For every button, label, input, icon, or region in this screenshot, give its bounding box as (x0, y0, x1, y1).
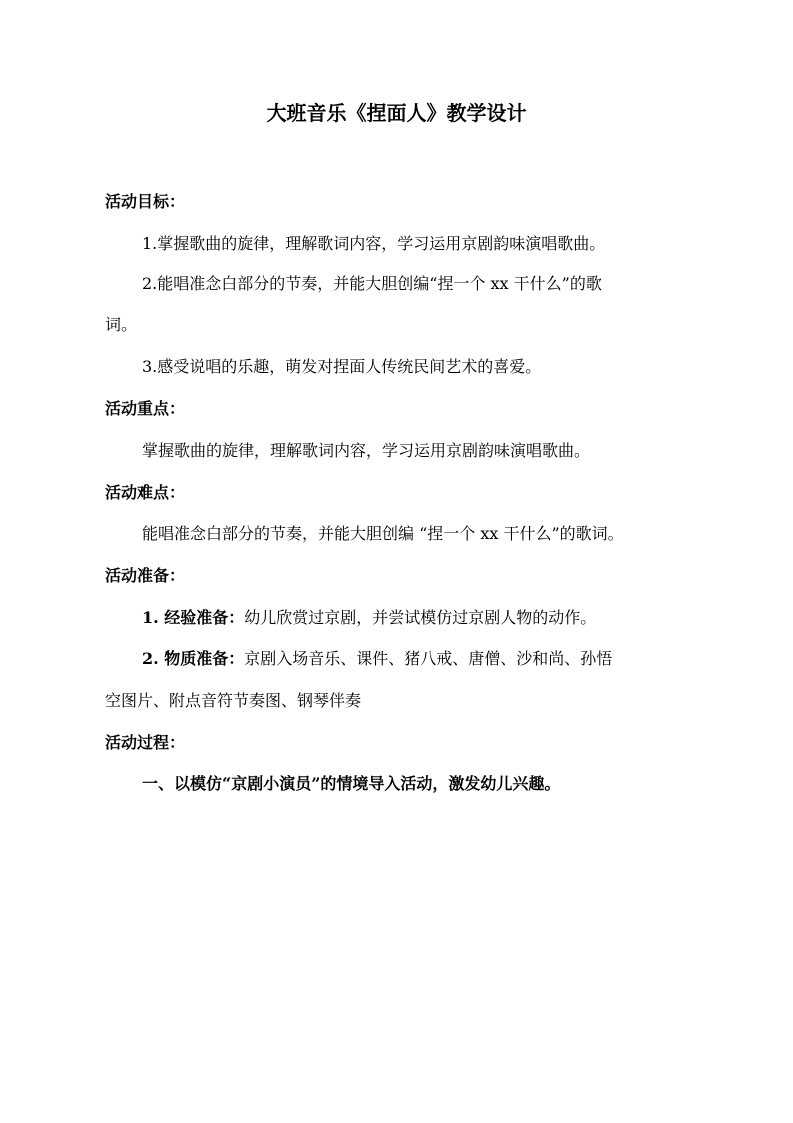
preparation-item-1-text: 幼儿欣赏过京剧，并尝试模仿过京剧人物的动作。 (244, 608, 597, 627)
difficulties-text: 能唱准念白部分的节奏，并能大胆创编 “捏一个 xx 干什么”的歌词。 (142, 524, 624, 543)
preparation-item-2-text: 京剧入场音乐、课件、猪八戒、唐僧、沙和尚、孙悟 (244, 649, 613, 668)
difficulties-heading: 活动难点： (105, 483, 186, 502)
process-step-1: 一、以模仿“京剧小演员”的情境导入活动，激发幼儿兴趣。 (142, 774, 561, 793)
key-points-text: 掌握歌曲的旋律，理解歌词内容，学习运用京剧韵味演唱歌曲。 (142, 441, 591, 460)
objective-item-1: 1.掌握歌曲的旋律，理解歌词内容，学习运用京剧韵味演唱歌曲。 (142, 234, 606, 253)
objective-item-3: 3.感受说唱的乐趣，萌发对捏面人传统民间艺术的喜爱。 (142, 357, 542, 376)
preparation-item-2 (142, 647, 695, 671)
objectives-heading: 活动目标： (105, 192, 186, 211)
preparation-heading: 活动准备： (105, 566, 186, 585)
preparation-item-1 (142, 606, 695, 630)
preparation-item-2-line-2: 空图片、附点音符节奏图、钢琴伴奏 (105, 691, 362, 710)
document-title: 大班音乐《捏面人》教学设计 (266, 101, 527, 125)
process-heading: 活动过程： (105, 733, 186, 752)
preparation-item-1-label: 1. 经验准备： (142, 608, 245, 627)
key-points-heading: 活动重点： (105, 399, 186, 418)
objective-item-2-line-2: 词。 (105, 315, 138, 334)
preparation-item-2-label: 2. 物质准备： (142, 649, 245, 668)
objective-item-2-line-1: 2.能唱准念白部分的节奏，并能大胆创编“捏一个 xx 干什么”的歌 (142, 274, 602, 293)
